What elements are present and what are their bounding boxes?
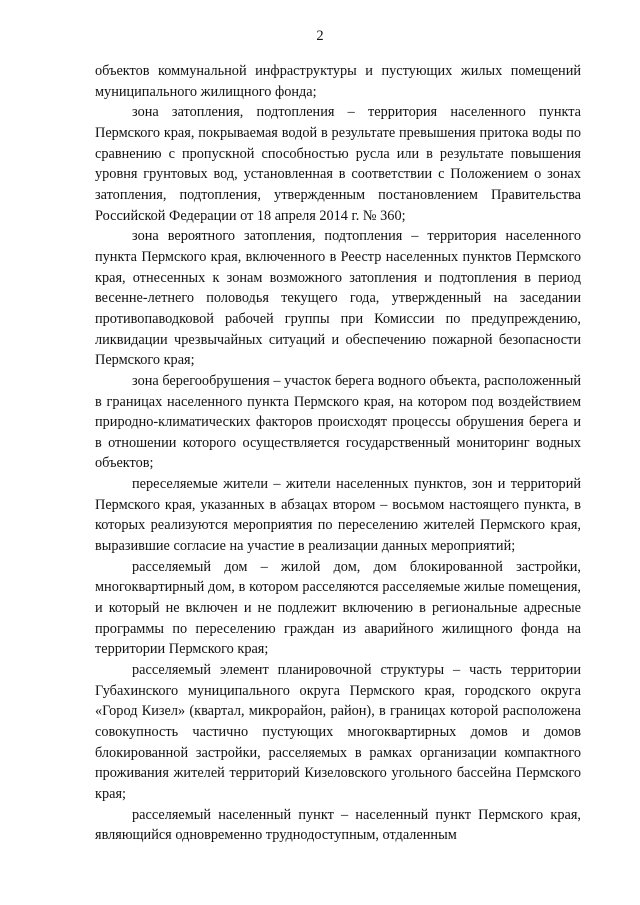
paragraph-resettled-settlement: расселяемый населенный пункт – населенный пункт Пермского края, являющийся одновременно труднодоступным, отдаленным: [95, 806, 581, 844]
paragraph-probable-flood-zone: зона вероятного затопления, подтопления – территория населенного пункта Пермского края, включенного в Реестр населенных пунктов Пермского края, отнесенных к зонам возможного затопления и подтопления в период весенне-летнего половодья текущего года, утвержденный на заседании противопаводковой рабочей группы при Комиссии по предупреждению, ликвидации чрезвычайных ситуаций и обеспечению пожарной безопасности Пермского края;: [95, 228, 581, 369]
paragraph-resettled-house: расселяемый дом – жилой дом, дом блокированной застройки, многоквартирный дом, в котором расселяются расселяемые жилые помещения, и который не включен и не подлежит включению в региональные адресные программы по переселению граждан из аварийного жилищного фонда на территории Пермского края;: [95, 558, 581, 658]
paragraph-flood-zone: зона затопления, подтопления – территория населенного пункта Пермского края, покрываемая водой в результате превышения притока воды по сравнению с пропускной способностью русла или в результате повышения уровня грунтовых вод, установленная в соответствии с Положением о зонах затопления, подтопления, утвержденным постановлением Правительства Российской Федерации от 18 апреля 2014 г. № 360;: [95, 104, 581, 224]
paragraph-continuation: объектов коммунальной инфраструктуры и пустующих жилых помещений муниципального жилищного фонда;: [95, 63, 581, 100]
page-number: 2: [316, 28, 324, 44]
paragraph-resettled-planning-element: расселяемый элемент планировочной структуры – часть территории Губахинского муниципального округа Пермского края, городского округа «Город Кизел» (квартал, микрорайон, район), в границах которой расположена совокупность частично пустующих многоквартирных домов и домов блокированной застройки, расселяемых в рамках организации компактного проживания жителей территорий Кизеловского угольного бассейна Пермского края;: [95, 662, 581, 802]
document-body: [95, 61, 581, 846]
paragraph-resettled-residents: переселяемые жители – жители населенных пунктов, зон и территорий Пермского края, указанных в абзацах втором – восьмом настоящего пункта, в которых реализуются мероприятия по переселению жителей Пермского края, выразившие согласие на участие в реализации данных мероприятий;: [95, 476, 581, 555]
paragraph-bank-collapse-zone: зона берегообрушения – участок берега водного объекта, расположенный в границах населенного пункта Пермского края, на котором под воздействием природно-климатических факторов происходят процессы обрушения берега и в отношении которого осуществляется государственный мониторинг водных объектов;: [95, 372, 581, 472]
